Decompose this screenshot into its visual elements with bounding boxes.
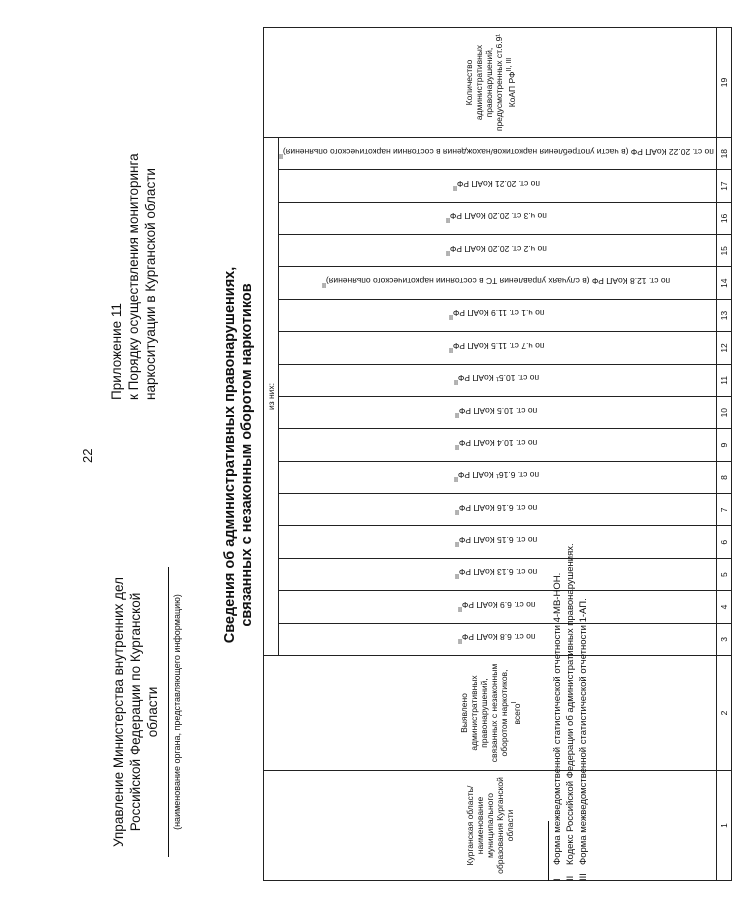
header-col19-sup: II, III	[504, 57, 513, 72]
header-article-10	[279, 397, 717, 429]
footnote-text: Форма межведомственной статистической отчетности 4-МВ-НОН.	[552, 572, 563, 865]
header-article-text	[458, 632, 536, 646]
header-article-sup: II	[279, 151, 283, 160]
header-article-sup: II	[448, 345, 453, 354]
header-article-sup: II	[455, 572, 460, 581]
header-article-label: по ст. 6.16¹ КоАП РФ	[457, 470, 539, 481]
column-number-18: 18	[716, 138, 731, 170]
organization-caption: (наименование органа, представляющего информацию)	[172, 594, 182, 830]
column-number-row	[716, 28, 731, 881]
column-number-16: 16	[716, 202, 731, 234]
header-article-label: по ст. 6.15 КоАП РФ	[459, 535, 538, 546]
header-article-sup: II	[457, 637, 462, 646]
appendix-line-2: к Порядку осуществления мониторинга	[126, 153, 141, 400]
column-number-12: 12	[716, 332, 731, 364]
header-article-text	[455, 568, 537, 582]
header-article-sup: II	[455, 410, 460, 419]
header-article-sup: II	[448, 313, 453, 322]
header-article-4	[279, 591, 717, 623]
column-number-10: 10	[716, 397, 731, 429]
column-number-4: 4	[716, 591, 731, 623]
header-article-label: по ст. 6.16 КоАП РФ	[459, 502, 538, 513]
column-number-2: 2	[716, 656, 731, 771]
header-article-3	[279, 623, 717, 655]
header-article-16	[279, 202, 717, 234]
page-number: 22	[80, 448, 95, 463]
column-number-17: 17	[716, 170, 731, 202]
header-article-text	[446, 212, 547, 226]
organization-underline	[168, 567, 169, 857]
header-total-text: Выявлено административных правонарушений, связанных с незаконным оборотом наркотиков, всего	[458, 663, 522, 763]
header-article-sup: II	[446, 216, 450, 225]
header-article-text	[449, 341, 544, 355]
header-article-label: по ч.3 ст. 20.20 КоАП РФ	[449, 211, 547, 222]
header-article-text	[453, 179, 540, 193]
header-article-6	[279, 526, 717, 558]
header-article-17	[279, 170, 717, 202]
column-number-3: 3	[716, 623, 731, 655]
header-article-label: по ст. 20.21 КоАП РФ	[456, 179, 540, 190]
title-line-1: Сведения об административных правонарушениях,	[222, 266, 238, 644]
header-article-18	[279, 138, 717, 170]
header-group-text: из них:	[266, 382, 276, 411]
header-article-label: по ст. 10.5¹ КоАП РФ	[457, 373, 539, 384]
column-number-11: 11	[716, 364, 731, 396]
header-article-sup: II	[455, 442, 460, 451]
appendix-line-3: наркоситуации в Курганской области	[143, 168, 158, 400]
header-group-of-them	[264, 138, 279, 656]
header-article-text	[455, 406, 537, 420]
header-row-group	[264, 28, 279, 881]
title-line-2: связанных с незаконным оборотом наркотиков	[239, 283, 255, 627]
header-article-sup: II	[457, 604, 462, 613]
header-article-sup: II	[322, 281, 327, 290]
footnote-2	[565, 543, 576, 881]
header-article-13	[279, 299, 717, 331]
header-article-12	[279, 332, 717, 364]
offenses-table	[263, 27, 732, 881]
header-article-11	[279, 364, 717, 396]
footnote-text: Кодекс Российской Федерации об административных правонарушениях.	[565, 543, 576, 865]
footnote-mark: III	[578, 873, 589, 881]
footnote-rule	[548, 821, 549, 881]
header-article-label: по ст. 20.22 КоАП РФ (в части употребления наркотиков/нахождения в состоянии наркотического опьянения)	[282, 146, 714, 157]
column-number-7: 7	[716, 494, 731, 526]
footnote-text: Форма межведомственной статистической отчетности 1-АП.	[578, 598, 589, 865]
footnote-1	[552, 573, 563, 881]
organization-name: Управление Министерства внутренних дел Российской Федерации по Курганской области	[111, 577, 160, 847]
header-article-label: по ч.1 ст. 11.9 КоАП РФ	[452, 308, 545, 319]
column-number-6: 6	[716, 526, 731, 558]
header-article-sup: II	[446, 248, 450, 257]
header-article-label: по ст. 6.8 КоАП РФ	[461, 632, 536, 643]
column-number-15: 15	[716, 235, 731, 267]
column-number-14: 14	[716, 267, 731, 299]
header-article-label: по ст. 10.4 КоАП РФ	[459, 438, 538, 449]
header-article-text	[455, 535, 537, 549]
header-article-text	[454, 373, 539, 387]
header-region	[264, 771, 717, 881]
header-article-9	[279, 429, 717, 461]
header-total-sup: I	[509, 701, 518, 704]
header-article-label: по ч.2 ст. 20.20 КоАП РФ	[449, 243, 547, 254]
appendix-line-1: Приложение 11	[109, 303, 124, 400]
header-article-text	[455, 503, 537, 517]
header-article-label: по ст. 10.5 КоАП РФ	[459, 405, 538, 416]
header-article-text	[449, 309, 544, 323]
column-number-5: 5	[716, 558, 731, 590]
header-article-text	[458, 600, 536, 614]
footnote-mark: II	[565, 875, 576, 881]
header-article-sup: II	[453, 475, 458, 484]
header-col19-text: Количество административных правонарушений, предусмотренных ст.6.9¹ КоАП РФ	[463, 33, 517, 132]
column-number-13: 13	[716, 299, 731, 331]
column-number-8: 8	[716, 461, 731, 493]
header-article-text	[279, 147, 714, 161]
header-article-sup: II	[453, 378, 458, 387]
column-number-9: 9	[716, 429, 731, 461]
header-article-sup: II	[455, 540, 460, 549]
footnote-3	[578, 598, 589, 881]
document-title	[222, 125, 256, 785]
header-article-15	[279, 235, 717, 267]
header-region-text: Курганская область/ наименование муниципального образования Курганской области	[464, 777, 515, 874]
header-article-label: по ст. 6.13 КоАП РФ	[459, 567, 538, 578]
header-article-8	[279, 461, 717, 493]
column-number-1: 1	[716, 771, 731, 881]
header-article-5	[279, 558, 717, 590]
header-article-text	[454, 471, 539, 485]
header-article-label: по ст. 12.8 КоАП РФ (в случаях управления ТС в состоянии наркотического опьянения)	[326, 276, 671, 287]
header-article-label: по ст. 6.9 КоАП РФ	[461, 600, 536, 611]
header-article-7	[279, 494, 717, 526]
header-article-text	[455, 438, 537, 452]
footnote-mark: I	[552, 878, 563, 881]
column-number-19: 19	[716, 28, 731, 138]
header-col19	[264, 28, 717, 138]
header-article-sup: II	[455, 507, 460, 516]
header-article-text	[446, 244, 547, 258]
header-article-sup: II	[452, 183, 457, 192]
appendix-heading	[108, 60, 159, 400]
header-article-text	[322, 276, 670, 290]
header-total	[264, 656, 717, 771]
header-article-14	[279, 267, 717, 299]
header-article-label: по ч.7 ст. 11.5 КоАП РФ	[452, 341, 545, 352]
